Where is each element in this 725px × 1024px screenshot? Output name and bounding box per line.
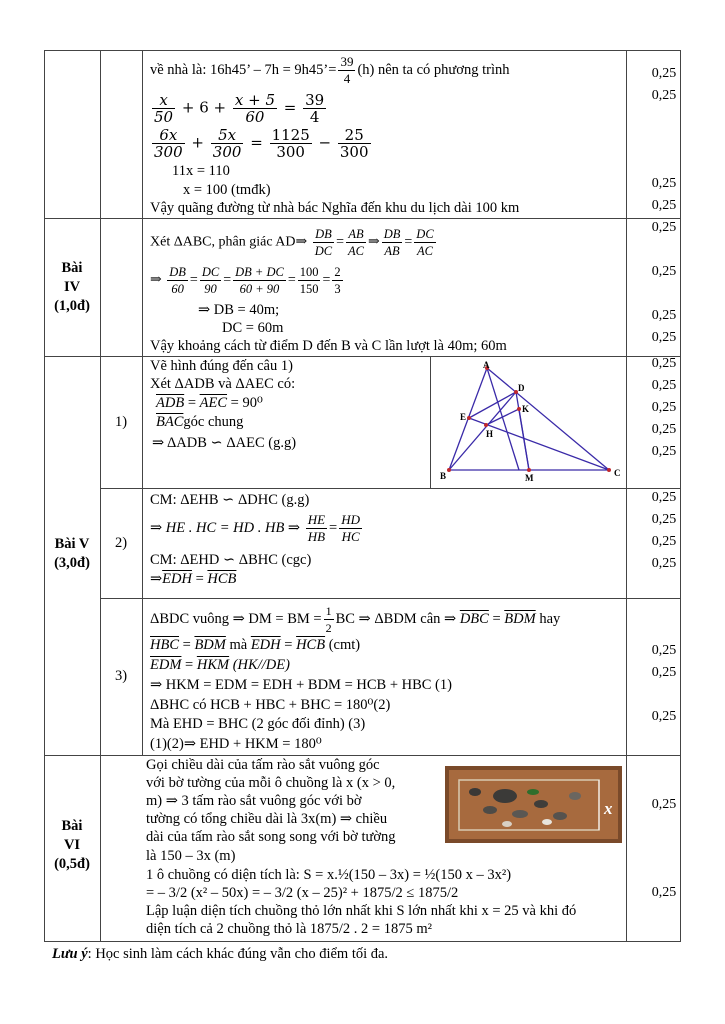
row-divider [100, 598, 680, 599]
col-divider [142, 50, 143, 755]
bai6-line-8: = – 3/2 (x² – 50x) = – 3/2 (x – 25)² + 1875/2 ≤ 1875/2 [146, 885, 459, 901]
table-left-border [44, 50, 45, 942]
bai6-line-10: diện tích cả 2 chuồng thỏ là 1875/2 . 2 = 1875 m² [146, 921, 432, 937]
bai6-line-2: với bờ tường của mỗi ô chuồng là x (x > 0, [146, 775, 396, 791]
p1-line-5: ⇒ ΔADB ∽ ΔAEC (g.g) [152, 435, 297, 451]
score: 0,25 [651, 797, 677, 812]
p3-line-1: ΔBDC vuông ⇒ DM = BM = $\frac{1}{2}$ BC ⇒ ΔBDM cân ⇒ $\overline{DBC} = \overline{BDM}$ hay [150, 604, 561, 635]
bai6-line-3: m) ⇒ 3 tấm rào sắt vuông góc với bờ [146, 793, 362, 809]
bai6-line-5: dài của tấm rào sắt song song với bờ tường [146, 829, 396, 845]
segment-AC [487, 368, 609, 470]
p3-line-7: (1)(2)⇒ EHD + HKM = 180⁰ [150, 736, 322, 752]
score: 0,25 [651, 378, 677, 393]
rabbit-pen-photo [445, 766, 622, 843]
label-K: K [522, 404, 530, 414]
score: 0,25 [651, 512, 677, 527]
equation-2: $\frac{6x}{300}$ + $\frac{5x}{300}$ = $\frac{1125}{300}$ − $\frac{25}{300}$ [154, 126, 369, 161]
p1-line-2: Xét ΔADB và ΔAEC có: [150, 376, 296, 392]
photo-x-label: x [604, 799, 613, 818]
p3-line-5: ΔBHC có HCB + HBC + BHC = 180⁰(2) [150, 697, 391, 713]
bai6-line-4: tường có tổng chiều dài là 3x(m) ⇒ chiều [146, 811, 388, 827]
p1-line-4: $\overline{BAC}góc$ chung [156, 414, 244, 430]
p3-line-2: $\overline{HBC} = \overline{BDM}$ mà $\overline{EDH} = \overline{HCB}$ (cmt) [150, 637, 361, 653]
p2-line-4: $\Rightarrow\overline{EDH} = \overline{HCB}$ [150, 571, 237, 587]
score: 0,25 [651, 66, 677, 81]
score: 0,25 [651, 400, 677, 415]
score: 0,25 [651, 885, 677, 900]
part-number: 2) [114, 535, 128, 551]
bai6-line-7: 1 ô chuồng có diện tích là: S = x.½(150 – 3x) = ½(150 x – 3x²) [146, 867, 512, 883]
label-B: B [440, 471, 447, 481]
table-top-border [44, 50, 680, 51]
table-bottom-border [44, 941, 680, 942]
score: 0,25 [651, 665, 677, 680]
segment-BD [449, 392, 516, 470]
label-M: M [525, 473, 534, 483]
segment-CE [469, 418, 609, 470]
bai4-conclusion: Vậy khoảng cách từ điểm D đến B và C lần lượt là 40m; 60m [150, 338, 507, 354]
score: 0,25 [651, 709, 677, 724]
bai6-line-6: là 150 – 3x (m) [146, 848, 236, 864]
bai-iv-label: Bài IV (1,0đ) [54, 260, 90, 314]
p2-line-1: CM: ΔEHB ∽ ΔDHC (g.g) [150, 492, 310, 508]
bai-v-label: Bài V (3,0đ) [54, 536, 90, 571]
row-divider [44, 755, 680, 756]
p3-line-6: Mà EHD = BHC (2 góc đối đỉnh) (3) [150, 716, 366, 732]
equation-1: $\frac{x}{50}$ + 6 + $\frac{x + 5}{60}$ = $\frac{39}{4}$ [154, 91, 325, 126]
bai4-line-2: ⇒ $\frac{DB}{60}$ = $\frac{DC}{90}$ = $\frac{DB + DC}{60 + 90}$ = $\frac{100}{150}$ = $\frac{2}{3}$ [150, 265, 341, 296]
row-divider [44, 218, 680, 219]
p3-line-3: $\overline{EDM} = \overline{HKM}$ (HK//DE) [150, 657, 290, 673]
bai4-line-1: Xét ΔABC, phân giác AD⇒ $\frac{DB}{DC}$ = $\frac{AB}{AC}$ ⇒ $\frac{DB}{AB}$ = $\frac{DC}{AC}$ [150, 227, 434, 258]
p3-line-4: ⇒ HKM = EDM = EDH + BDM = HCB + HBC (1) [150, 677, 452, 693]
label-E: E [460, 412, 467, 422]
geometry-figure [431, 357, 626, 488]
label-A: A [483, 360, 490, 370]
top-line-1: về nhà là: 16h45’ – 7h = 9h45’= $\frac{39}{4}$ (h) nên ta có phương trình [150, 54, 510, 86]
score: 0,25 [651, 220, 677, 235]
score: 0,25 [651, 198, 677, 213]
row-divider [100, 488, 680, 489]
score: 0,25 [651, 643, 677, 658]
col-divider [100, 50, 101, 942]
score: 0,25 [651, 356, 677, 371]
col-divider [626, 50, 627, 942]
score: 0,25 [651, 422, 677, 437]
label-D: D [518, 383, 525, 393]
p1-line-1: Vẽ hình đúng đến câu 1) [150, 358, 293, 374]
footer-note: Lưu ý: Học sinh làm cách khác đúng vẫn cho điểm tối đa. [52, 946, 389, 962]
score: 0,25 [651, 490, 677, 505]
score: 0,25 [651, 88, 677, 103]
label-H: H [486, 429, 494, 439]
bai4-line-3: ⇒ DB = 40m; [198, 302, 280, 318]
part-number: 1) [114, 414, 128, 430]
bai-vi-label: Bài VI (0,5đ) [54, 818, 90, 872]
top-line-4: 11x = 110 [172, 163, 230, 179]
score: 0,25 [651, 444, 677, 459]
top-conclusion: Vậy quãng đường từ nhà bác Nghĩa đến khu du lịch dài 100 km [150, 200, 520, 216]
score: 0,25 [651, 176, 677, 191]
bai4-line-4: DC = 60m [222, 320, 284, 336]
top-line-5: x = 100 (tmđk) [183, 182, 271, 198]
bai6-line-9: Lập luận diện tích chuồng thỏ lớn nhất khi S lớn nhất khi x = 25 và khi đó [146, 903, 577, 919]
p2-line-3: CM: ΔEHD ∽ ΔBHC (cgc) [150, 552, 312, 568]
p1-line-3: $\overline{ADB} = \overline{AEC} = 90^0$ [156, 395, 263, 411]
label-C: C [614, 468, 621, 478]
score: 0,25 [651, 330, 677, 345]
score: 0,25 [651, 534, 677, 549]
score: 0,25 [651, 556, 677, 571]
segment-HK [486, 409, 519, 425]
bai6-line-1: Gọi chiều dài của tấm rào sắt vuông góc [146, 757, 380, 773]
part-number: 3) [114, 668, 128, 684]
score: 0,25 [651, 308, 677, 323]
segment-AM [487, 368, 519, 470]
p2-line-2: ⇒ HE . HC = HD . HB ⇒ $\frac{HE}{HB}$ = $\frac{HD}{HC}$ [150, 512, 361, 544]
score: 0,25 [651, 264, 677, 279]
